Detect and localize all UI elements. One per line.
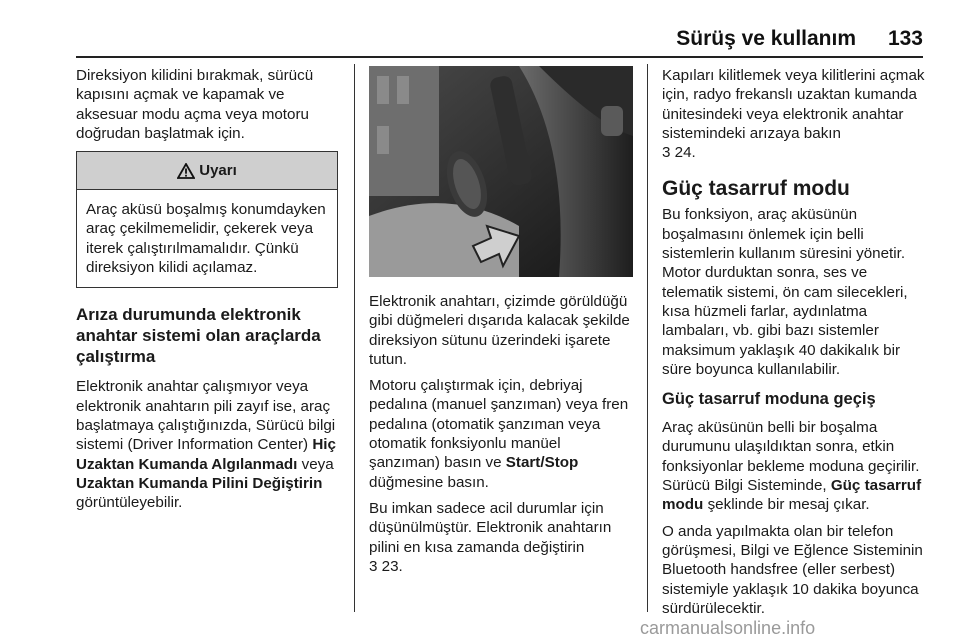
warning-text: Araç aküsü boşalmış konumdayken araç çekilmemelidir, çekerek veya iterek çalıştırılmamalıdır. Çünkü direksiyon kilidi açılamaz.: [86, 201, 326, 277]
column-1: [76, 66, 342, 519]
page-reference: 3 24.: [662, 144, 696, 162]
column-3: [662, 66, 926, 625]
locking-paragraph: Kapıları kilitlemek veya kilitlerini açmak için, radyo frekanslı uzaktan kumanda ünitesindeki veya elektronik anahtar sistemindeki arızaya bakın: [662, 67, 925, 142]
warning-header: [77, 152, 337, 190]
switch-paragraph: Araç aküsünün belli bir boşalma durumunu ulaşıldıktan sonra, etkin fonksiyonlar bekleme moduna geçirilir. Sürücü Bilgi Sisteminde, Güç tasarruf modu şeklinde bir mesaj çıkar.: [662, 419, 922, 514]
warning-triangle-icon: [177, 163, 195, 179]
column-2: [369, 292, 632, 583]
warning-box: [76, 151, 338, 288]
hold-key-paragraph: Elektronik anahtarı, çizimde görüldüğü gibi düğmeleri dışarıda kalacak şekilde direksiyon sütunu üzerindeki işarete tutun.: [369, 293, 630, 368]
phone-call-paragraph: O anda yapılmakta olan bir telefon görüşmesi, Bilgi ve Eğlence Sisteminin Bluetooth handsfree (eller serbest) sistemiyle yaklaşık 10 dakika boyunca sürdürülecektir.: [662, 522, 923, 617]
message-no-remote: Hiç Uzaktan Kumanda Algılanmadı: [76, 436, 336, 473]
page-reference: 3 23.: [369, 557, 403, 575]
warning-title: Uyarı: [199, 162, 237, 180]
intro-paragraph: Direksiyon kilidini bırakmak, sürücü kapısını açmak ve kapamak ve aksesuar modu açma veya motoru doğrudan başlatmak için.: [76, 67, 314, 142]
start-stop-label: Start/Stop: [505, 454, 579, 472]
power-saving-switch-heading: Güç tasarruf moduna geçiş: [662, 390, 876, 409]
power-saving-paragraph: Bu fonksiyon, araç aküsünün boşalmasını önlemek için belli sistemlerin kullanım süresini yönetir. Motor durduktan sonra, ses ve telematik sistemi, ön cam silecekleri, kısa hüzmeli farlar, aydınlatma lambaları, vb. gibi bazı sistemler maksimum yaklaşık 40 dakikalık bir süre boyunca kullanılabilir.: [662, 206, 908, 378]
page-number: 133: [887, 27, 923, 50]
column-divider-1: [354, 64, 355, 612]
steering-column-illustration: [369, 66, 633, 277]
power-saving-heading: Güç tasarruf modu: [662, 177, 850, 201]
section-title: Sürüş ve kullanım: [676, 27, 856, 50]
emergency-paragraph: Bu imkan sadece acil durumlar için düşünülmüştür. Elektronik anahtarın pilini en kısa zamanda değiştirin 3 23.: [369, 499, 612, 575]
message-replace-battery: Uzaktan Kumanda Pilini Değiştirin: [76, 474, 323, 492]
column-divider-2: [647, 64, 648, 612]
header-rule: [76, 56, 923, 58]
watermark: carmanualsonline.info: [640, 618, 816, 638]
failure-paragraph: Elektronik anahtar çalışmıyor veya elektronik anahtarın pili zayıf ise, araç başlatmaya çalıştığınızda, Sürücü bilgi sistemi (Driver Information Center) Hiç Uzaktan Kumanda Algılanmadı veya Uzaktan Kumanda Pilini Değiştirin görüntüleyebilir.: [76, 378, 336, 512]
section-heading: Arıza durumunda elektronik anahtar sistemi olan araçlarda çalıştırma: [76, 305, 321, 367]
start-engine-paragraph: Motoru çalıştırmak için, debriyaj pedalına (manuel şanzıman) veya fren pedalına (otomatik şanzıman veya otomatik fonksiyonlu manüel şanzıman) basın ve Start/Stop düğmesine basın.: [369, 377, 629, 491]
power-saving-message: Güç tasarruf modu: [662, 477, 922, 514]
